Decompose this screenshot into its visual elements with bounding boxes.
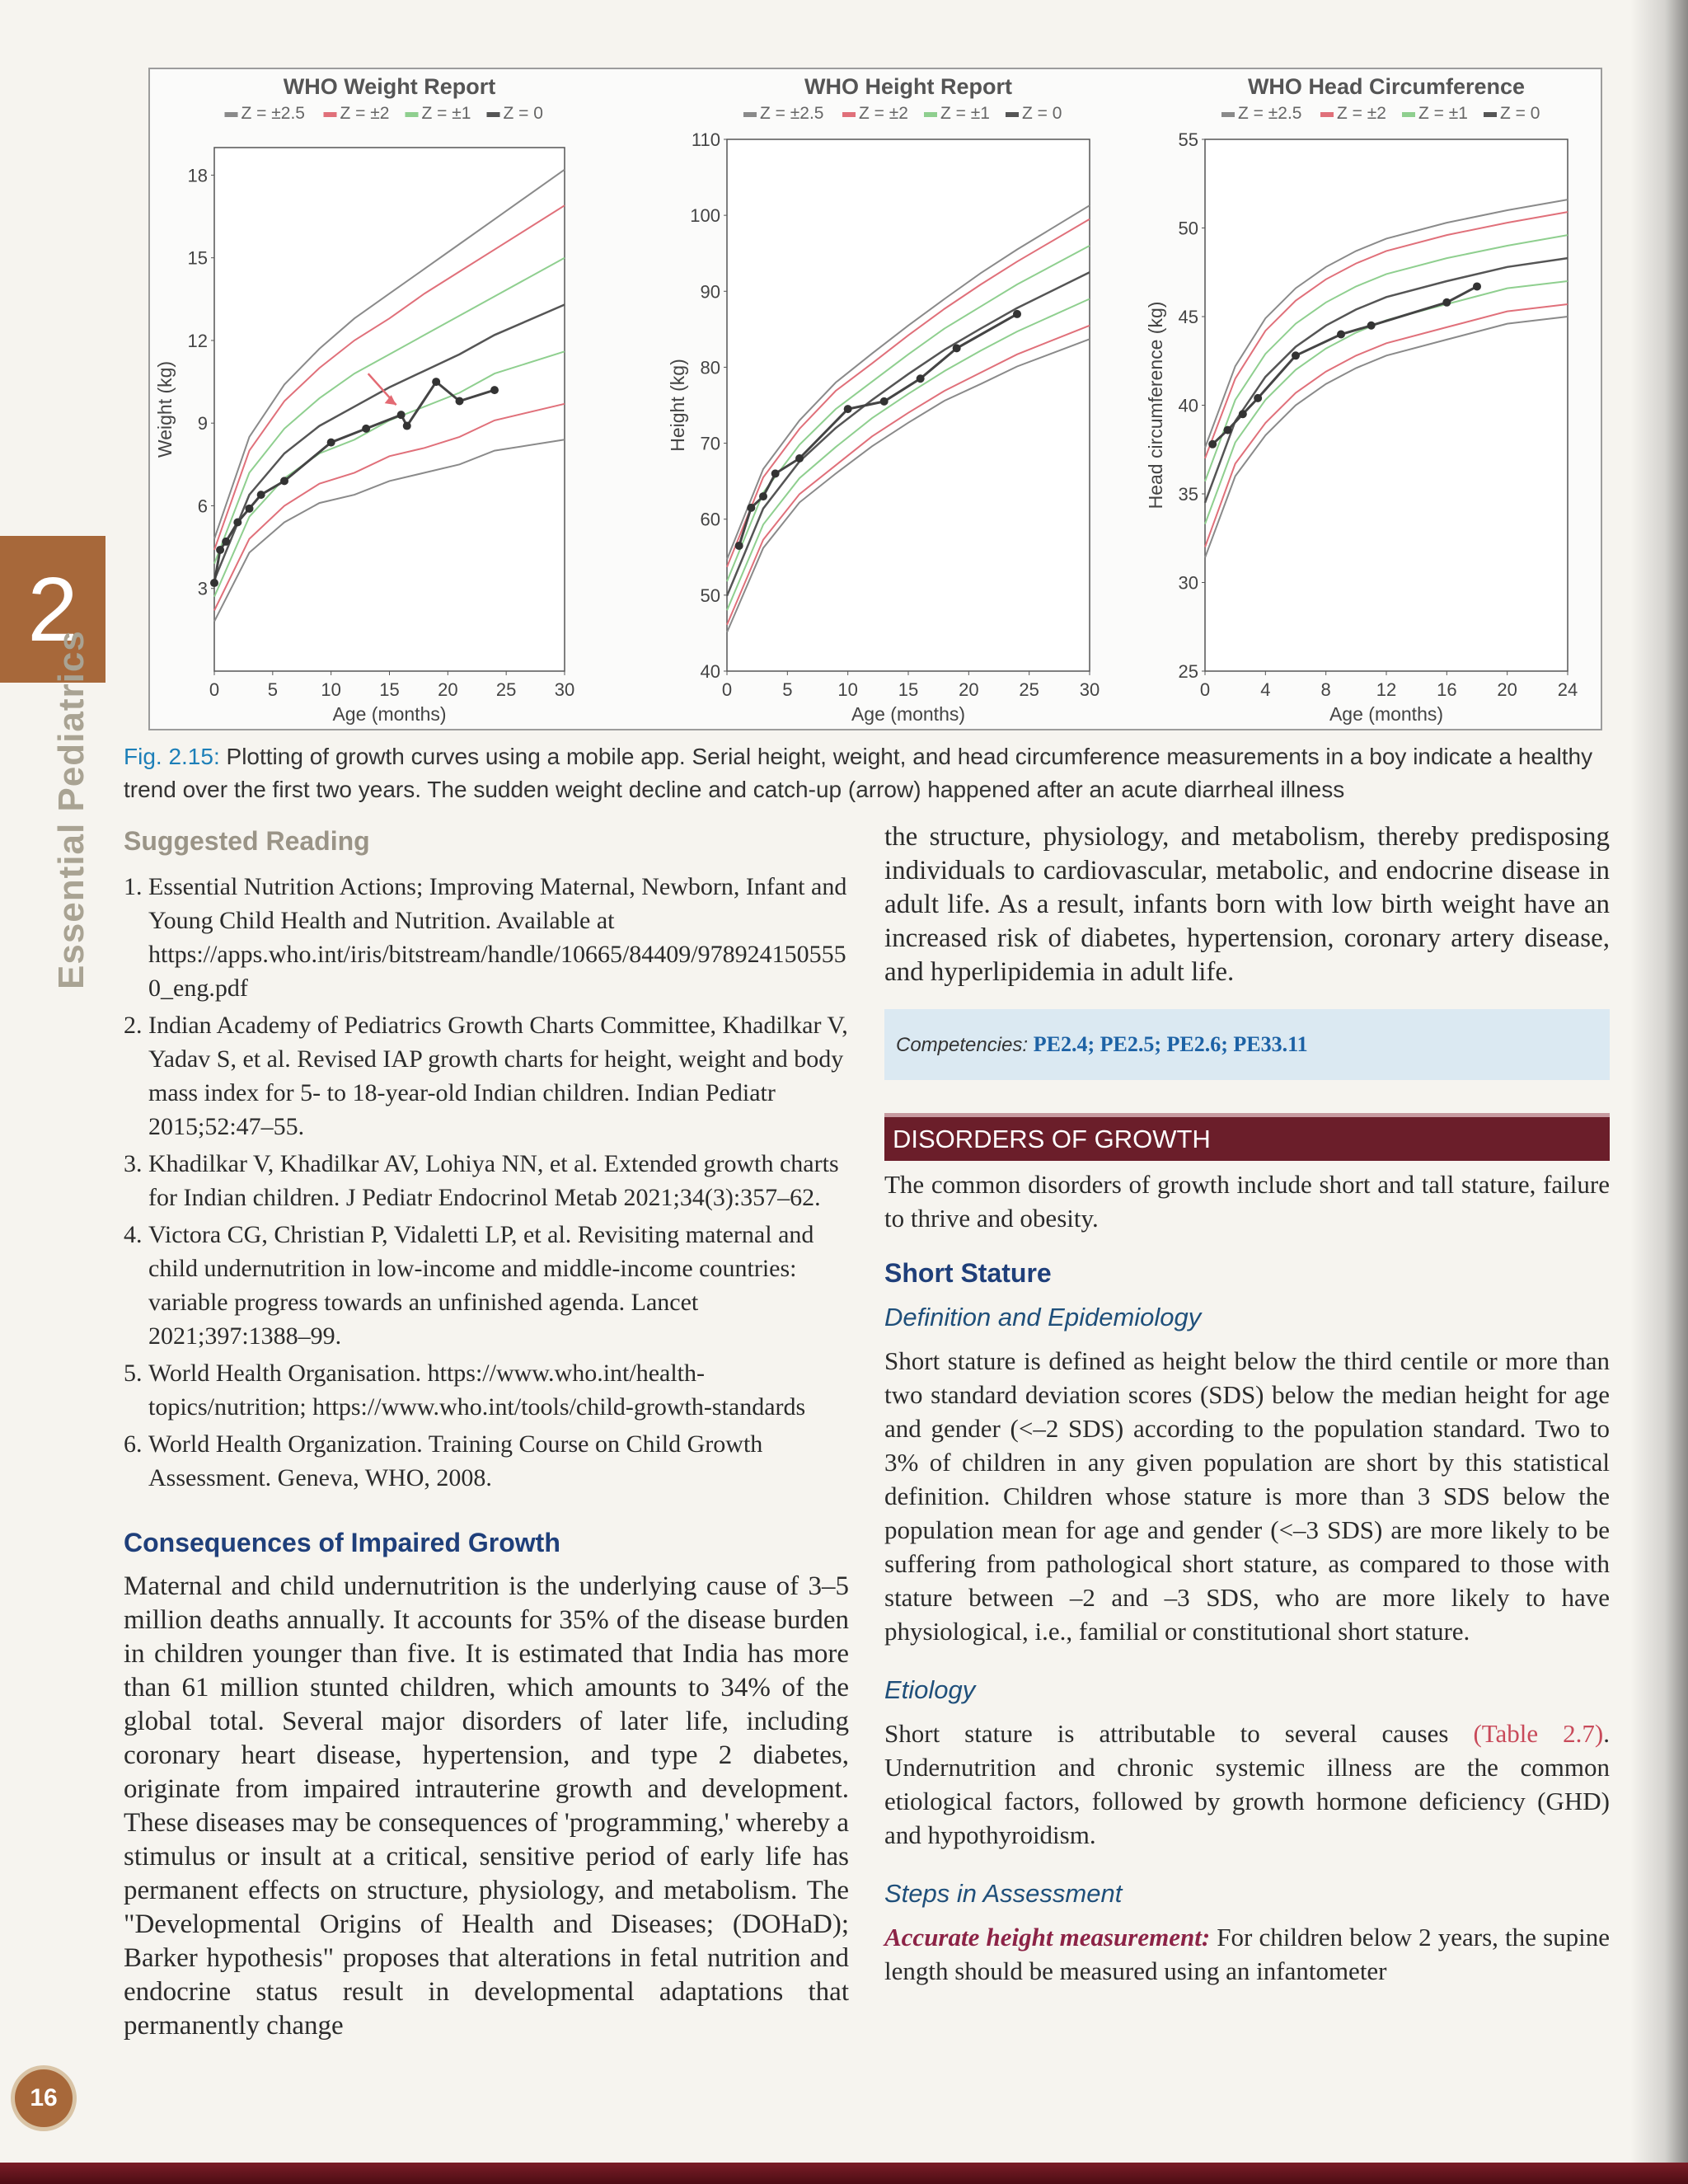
y-tick-label: 50	[1178, 218, 1198, 239]
x-tick-label: 25	[495, 679, 517, 700]
left-column	[124, 824, 849, 2043]
patient-point	[953, 344, 961, 352]
reference-number: 4.	[124, 1221, 143, 1248]
section-intro: The common disorders of growth include short and tall stature, failure to thrive and obesity.	[884, 1170, 1610, 1233]
patient-point	[432, 378, 440, 386]
patient-point	[246, 505, 254, 513]
y-tick-label: 15	[187, 247, 208, 269]
x-axis-label: Age (months)	[851, 703, 966, 725]
patient-point	[1442, 298, 1451, 307]
x-tick-label: 12	[1376, 679, 1397, 700]
legend-label: Z = 0	[1500, 104, 1540, 123]
y-tick-label: 90	[700, 281, 720, 303]
legend-label: Z = 0	[1022, 104, 1062, 123]
y-tick-label: 40	[1178, 395, 1198, 416]
etiology-paragraph	[884, 1717, 1610, 1852]
x-tick-label: 30	[554, 679, 575, 700]
patient-point	[216, 546, 224, 554]
patient-point	[1292, 351, 1300, 359]
patient-point	[490, 386, 499, 394]
table-reference-link[interactable]: (Table 2.7)	[1473, 1719, 1604, 1748]
plot-area	[1205, 139, 1568, 671]
legend-label: Z = ±2.5	[1238, 104, 1302, 123]
patient-point	[327, 439, 335, 447]
legend-label: Z = 0	[503, 104, 543, 123]
accurate-height-text: For children below 2 years, the supine length should be measured using an infantometer	[884, 1923, 1610, 1985]
reference-item	[124, 870, 849, 1005]
patient-point	[210, 579, 218, 587]
x-tick-label: 0	[1199, 679, 1211, 700]
reference-number: 3.	[124, 1150, 143, 1177]
patient-point	[844, 405, 852, 413]
patient-point	[880, 397, 889, 406]
plot-area	[727, 139, 1090, 671]
patient-point	[1224, 426, 1232, 434]
x-tick-label: 0	[721, 679, 733, 700]
legend-swatch	[225, 112, 238, 117]
x-tick-label: 25	[1019, 679, 1039, 700]
y-tick-label: 110	[691, 129, 720, 150]
x-tick-label: 10	[837, 679, 858, 700]
y-tick-label: 12	[187, 330, 208, 351]
y-tick-label: 60	[700, 509, 720, 530]
reference-text: World Health Organisation. https://www.who.int/health-topics/nutrition; https://www.who.int/tools/child-growth-standards	[148, 1360, 806, 1421]
x-tick-label: 30	[1079, 679, 1100, 700]
x-tick-label: 20	[438, 679, 458, 700]
competencies-label: Competencies:	[896, 1034, 1029, 1056]
legend-swatch	[1221, 112, 1235, 117]
patient-point	[1337, 331, 1345, 339]
x-tick-label: 20	[1497, 679, 1517, 700]
figure-panel	[148, 68, 1602, 730]
right-column	[884, 820, 1610, 1988]
patient-point	[257, 491, 265, 499]
chart-panel	[154, 74, 574, 725]
patient-point	[917, 374, 925, 383]
y-tick-label: 70	[700, 433, 720, 454]
competencies-codes: PE2.4; PE2.5; PE2.6; PE33.11	[1033, 1032, 1308, 1056]
page-number: 16	[30, 2084, 58, 2111]
etiology-text-2: . Undernutrition and chronic systemic illness are the common etiological factors, followed by growth hormone deficiency (GHD) and hypothyroidism.	[884, 1719, 1610, 1849]
x-tick-label: 0	[209, 679, 220, 700]
continuation-paragraph: the structure, physiology, and metabolism, thereby predisposing individuals to cardiovascular, metabolic, and endocrine disease in adult life. As a result, infants born with low birth weight have an increased risk of diabetes, hypertension, coronary artery disease, and hyperlipidemia in adult life.	[884, 822, 1610, 987]
legend-label: Z = ±2	[1337, 104, 1386, 123]
y-tick-label: 18	[187, 165, 208, 186]
reference-item	[124, 1147, 849, 1214]
legend-label: Z = ±2	[859, 104, 908, 123]
x-tick-label: 20	[959, 679, 979, 700]
legend-swatch	[406, 112, 419, 117]
reference-text: Indian Academy of Pediatrics Growth Charts Committee, Khadilkar V, Yadav S, et al. Revised IAP growth charts for height, weight and body mass index for 5- to 18-year-old Indian children. Indian Pediatr 2015;52:47–55.	[148, 1012, 848, 1140]
legend-swatch	[487, 112, 500, 117]
legend-swatch	[842, 112, 856, 117]
reference-number: 2.	[124, 1012, 143, 1039]
legend-swatch	[1006, 112, 1019, 117]
x-tick-label: 5	[267, 679, 278, 700]
page-number-badge	[15, 2069, 73, 2127]
legend-label: Z = ±1	[940, 104, 990, 123]
definition-paragraph: Short stature is defined as height below the third centile or more than two standard deviation scores (SDS) below the median height for age and gender (<–2 SDS) according to the population standard. Two to 3% of children in any given population are short by this statistical definition. Children whose stature is more than 3 SDS below the population mean for age and gender (<–3 SDS) are more likely to be suffering from pathological short stature, as compared to those with stature between –2 and –3 SDS, who are more likely to have physiological, i.e., familial or constitutional short stature.	[884, 1346, 1610, 1646]
x-axis-label: Age (months)	[1329, 703, 1444, 725]
reference-item	[124, 1218, 849, 1353]
chart-panel	[667, 74, 1100, 725]
consequences-heading: Consequences of Impaired Growth	[124, 1528, 560, 1557]
legend-swatch	[1320, 112, 1334, 117]
caption-text: Plotting of growth curves using a mobile app. Serial height, weight, and head circumference measurements in a boy indicate a healthy trend over the first two years. The sudden weight decline and catch-up (arrow) happened after an acute diarrheal illness	[124, 744, 1593, 802]
x-tick-label: 4	[1260, 679, 1271, 700]
reference-text: World Health Organization. Training Course on Child Growth Assessment. Geneva, WHO, 2008.	[148, 1430, 763, 1491]
reference-text: Victora CG, Christian P, Vidaletti LP, et al. Revisiting maternal and child undernutrition in low-income and middle-income countries: variable progress towards an unfinished agenda. Lancet 2021;397:1388–99.	[148, 1221, 814, 1350]
chart-title: WHO Head Circumference	[1247, 74, 1526, 99]
definition-heading: Definition and Epidemiology	[884, 1303, 1202, 1332]
legend-swatch	[324, 112, 337, 117]
patient-point	[771, 469, 780, 477]
reference-item	[124, 1356, 849, 1424]
etiology-heading: Etiology	[884, 1675, 976, 1704]
patient-point	[759, 492, 767, 500]
patient-point	[795, 454, 804, 463]
patient-point	[1013, 310, 1021, 318]
x-tick-label: 15	[898, 679, 919, 700]
patient-point	[280, 477, 288, 485]
x-tick-label: 16	[1437, 679, 1457, 700]
y-tick-label: 55	[1178, 129, 1198, 150]
patient-point	[222, 538, 230, 546]
y-tick-label: 9	[197, 413, 208, 434]
reference-list	[124, 870, 849, 1495]
chart-title: WHO Weight Report	[283, 74, 496, 99]
reference-number: 6.	[124, 1430, 143, 1458]
x-tick-label: 10	[321, 679, 341, 700]
x-tick-label: 8	[1320, 679, 1331, 700]
growth-charts	[150, 69, 1601, 729]
patient-point	[1208, 440, 1217, 449]
chapter-number: 2	[27, 558, 78, 660]
reference-item	[124, 1008, 849, 1144]
x-tick-label: 5	[782, 679, 793, 700]
reference-number: 5.	[124, 1360, 143, 1387]
chart-panel	[1145, 74, 1578, 725]
y-tick-label: 40	[700, 661, 720, 682]
legend-label: Z = ±1	[1418, 104, 1468, 123]
book-title-vertical: Essential Pediatrics	[51, 630, 91, 989]
y-tick-label: 35	[1178, 484, 1198, 505]
y-tick-label: 100	[690, 205, 720, 227]
patient-point	[1473, 282, 1481, 290]
legend-swatch	[924, 112, 937, 117]
suggested-reading-heading: Suggested Reading	[124, 826, 370, 856]
y-axis-label: Head circumference (kg)	[1145, 301, 1166, 510]
consequences-paragraph: Maternal and child undernutrition is the underlying cause of 3–5 million deaths annually. It accounts for 35% of the disease burden in children younger than five. It is estimated that India has more than 61 million stunted children, which amounts to 34% of the global total. Several major disorders of later life, including coronary heart disease, hypertension, and type 2 diabetes, originate from impaired intrauterine growth and development. These diseases may be consequences of 'programming,' whereby a stimulus or insult at a critical, sensitive period of early life has permanent effects on structure, physiology, and metabolism. The "Developmental Origins of Health and Diseases; (DOHaD); Barker hypothesis" proposes that alterations in fetal nutrition and endocrine status result in developmental adaptations that permanently change	[124, 1571, 849, 2041]
legend-label: Z = ±2.5	[241, 104, 305, 123]
y-axis-label: Height (kg)	[667, 359, 688, 452]
reference-number: 1.	[124, 873, 143, 900]
steps-paragraph	[884, 1920, 1610, 1988]
patient-point	[735, 542, 743, 550]
legend-swatch	[1484, 112, 1497, 117]
caption-label: Fig. 2.15:	[124, 744, 220, 769]
y-tick-label: 25	[1178, 661, 1198, 682]
legend-label: Z = ±1	[421, 104, 471, 123]
patient-point	[403, 422, 411, 430]
short-stature-heading: Short Stature	[884, 1258, 1052, 1288]
y-tick-label: 45	[1178, 307, 1198, 327]
y-tick-label: 50	[700, 585, 720, 606]
steps-heading: Steps in Assessment	[884, 1879, 1123, 1908]
legend-swatch	[743, 112, 757, 117]
figure-caption	[124, 740, 1615, 806]
legend-swatch	[1402, 112, 1415, 117]
patient-point	[233, 519, 241, 527]
y-tick-label: 80	[700, 357, 720, 378]
patient-point	[747, 504, 755, 512]
reference-item	[124, 1427, 849, 1495]
reference-text: Essential Nutrition Actions; Improving Maternal, Newborn, Infant and Young Child Health and Nutrition. Available at https://apps.who.int/iris/bitstream/handle/10665/84409/9789241505550_eng.pdf	[148, 873, 847, 1002]
legend-label: Z = ±2	[340, 104, 390, 123]
bottom-bar	[0, 2163, 1688, 2184]
x-tick-label: 24	[1557, 679, 1578, 700]
y-tick-label: 6	[197, 496, 208, 517]
patient-point	[1367, 322, 1376, 330]
accurate-height-label: Accurate height measurement:	[884, 1923, 1211, 1952]
reference-text: Khadilkar V, Khadilkar AV, Lohiya NN, et al. Extended growth charts for Indian children. J Pediatr Endocrinol Metab 2021;34(3):357–62.	[148, 1150, 839, 1211]
y-tick-label: 30	[1178, 572, 1198, 594]
patient-point	[1239, 410, 1247, 418]
binding-shadow	[1630, 0, 1688, 2184]
chart-title: WHO Height Report	[804, 74, 1012, 99]
patient-point	[362, 425, 370, 433]
y-tick-label: 3	[197, 578, 208, 599]
etiology-text-1: Short stature is attributable to several causes	[884, 1719, 1474, 1748]
section-title-bar: DISORDERS OF GROWTH	[884, 1113, 1610, 1161]
x-tick-label: 15	[379, 679, 400, 700]
patient-point	[456, 397, 464, 405]
legend-label: Z = ±2.5	[760, 104, 824, 123]
patient-point	[1254, 394, 1262, 402]
patient-point	[397, 411, 406, 419]
competencies-box	[884, 1009, 1610, 1080]
x-axis-label: Age (months)	[332, 703, 447, 725]
y-axis-label: Weight (kg)	[154, 360, 176, 458]
